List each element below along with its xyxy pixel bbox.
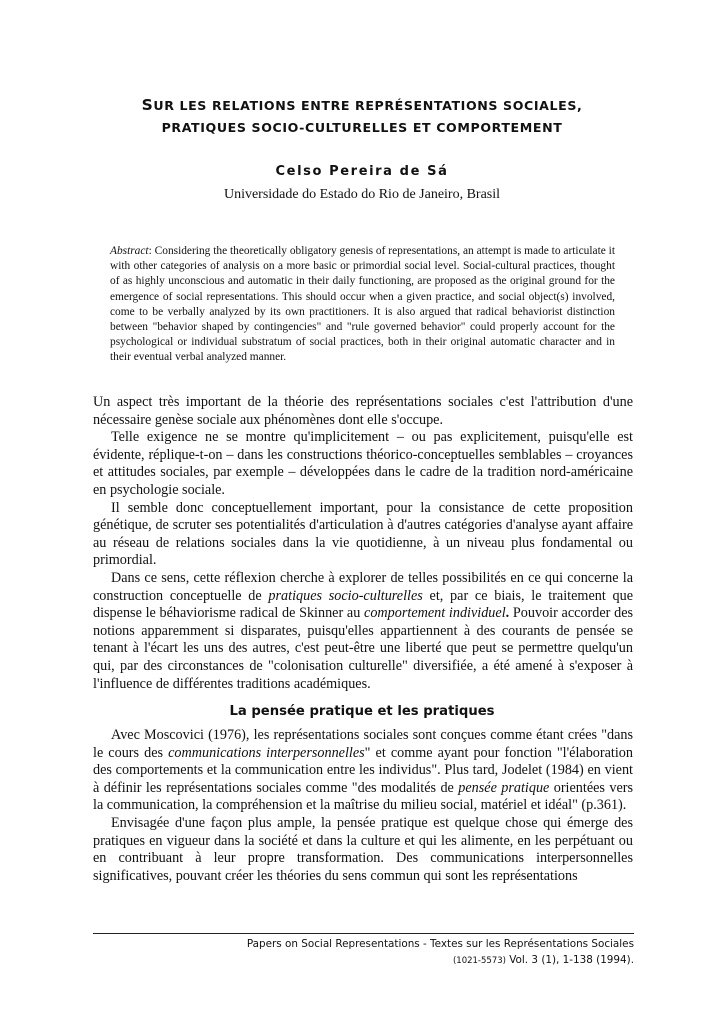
footer-divider <box>93 933 634 934</box>
intro-section <box>93 394 633 693</box>
title-line-2: PRATIQUES SOCIO-CULTURELLES ET COMPORTEMENT <box>161 120 563 135</box>
abstract-label: Abstract <box>110 245 149 257</box>
abstract-text: Considering the theoretically obligatory genesis of representations, an attempt is made to articulate it with other categories of analysis on a more basic or primordial social level. Social-cultural practices, thought of as highly unconscious and automatic in their daily functioning, are proposed as the original ground for the emergence of social representations. This should occur when a given practice, and social object(s) involved, come to be verbally analyzed by its own practitioners. It is also argued that radical behaviorist distinction between "behavior shaped by contingencies" and "rule governed behavior" could properly account for the psychological or individual substratum of social practices, both in their original automatic character and in their eventual verbal analyzed manner. <box>110 245 615 364</box>
footer-citation-line <box>93 952 634 969</box>
paper-title <box>60 94 664 139</box>
emphasis-comportement: comportement individuel <box>364 605 506 622</box>
page-footer <box>93 936 634 969</box>
author-affiliation: Universidade do Estado do Rio de Janeiro, Brasil <box>223 187 501 202</box>
emphasis-pratiques: pratiques socio-culturelles <box>268 587 423 604</box>
footer-citation: Vol. 3 (1), 1-138 (1994). <box>505 954 634 966</box>
intro-paragraph-3: Il semble donc conceptuellement important, pour la consistance de cette proposition génétique, de scruter ses potentialités d'articulation à d'autres catégories d'analyse ayant affaire au réseau de relations sociales dans la vie quotidienne, à un niveau plus fondamental ou primordial. <box>93 499 633 569</box>
abstract <box>110 244 615 366</box>
section-paragraph-1: Avec Moscovici (1976), les représentations sociales sont conçues comme étant crées "dans le cours des communications interpersonnelles" et comme ayant pour fonction "l'élaboration des comportements et la communication entre les individus". Plus tard, Jodelet (1984) en vient à définir les représentations sociales comme "des modalités de pensée pratique orientées vers la communication, la compréhension et la maîtrise du milieu social, matériel et idéal" (p.361). <box>93 727 633 814</box>
author-name: Celso Pereira de Sá <box>275 164 449 179</box>
title-line-1: SUR LES RELATIONS ENTRE REPRÉSENTATIONS SOCIALES, <box>141 96 583 114</box>
section-body <box>93 727 633 885</box>
footer-journal: Papers on Social Representations - Textes sur les Représentations Sociales <box>246 938 634 950</box>
intro-paragraph-2: Telle exigence ne se montre qu'implicitement – ou pas explicitement, puisqu'elle est évidente, réplique-t-on – dans les constructions théorico-conceptuelles semblables – croyances et attitudes sociales, par exemple – développées dans le cadre de la tradition nord-américaine en psychologie sociale. <box>93 429 633 498</box>
section-heading: La pensée pratique et les pratiques <box>229 704 495 719</box>
abstract-separator: : <box>148 245 155 257</box>
intro-paragraph-1: Un aspect très important de la théorie des représentations sociales c'est l'attribution d'une nécessaire genèse sociale aux phénomènes dont elle s'occupe. <box>93 394 633 428</box>
section-paragraph-2: Envisagée d'une façon plus ample, la pensée pratique est quelque chose qui émerge des pratiques en vigueur dans la société et dans la culture et qui les alimente, en les perpétuant ou en contribuant à leur propre transformation. Des communications interpersonnelles significatives, pouvant créer les théories du sens commun qui sont les représentations <box>93 814 633 884</box>
footer-issn: (1021-5573) <box>452 956 506 966</box>
emphasis-pensee-pratique: pensée pratique <box>458 779 550 796</box>
emphasis-communications: communications interpersonnelles <box>168 744 365 761</box>
intro-paragraph-4: Dans ce sens, cette réflexion cherche à explorer de telles possibilités en ce qui concerne la construction conceptuelle de pratiques socio-culturelles et, par ce biais, le traitement que dispense le béhaviorisme radical de Skinner au comportement individuel. Pouvoir accorder des notions apparemment si disparates, puisqu'elles appartiennent à des courants de pensée se tenant à l'écart les uns des autres, c'est peut-être une liberté que peut se permettre quelqu'un qui, par des circonstances de "colonisation culturelle" diversifiée, a été amené à s'exposer à l'influence de différentes traditions académiques. <box>93 569 634 692</box>
